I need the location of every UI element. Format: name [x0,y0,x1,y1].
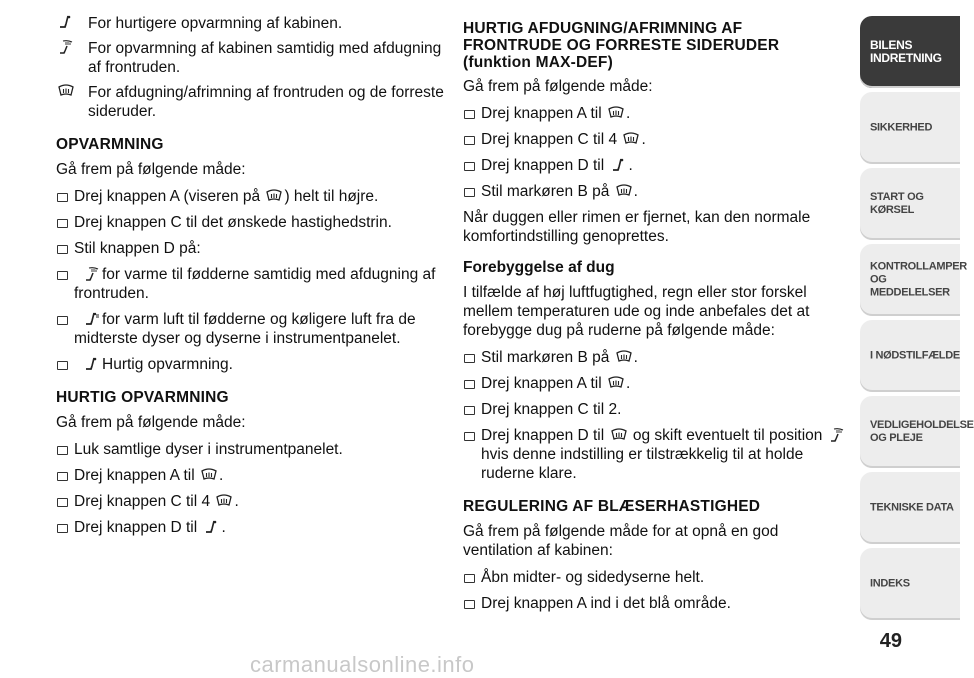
recirculation-icon [616,184,632,198]
recirculation-icon [616,350,632,364]
feet-defrost-icon [84,267,100,281]
list-item [463,374,848,393]
heading-line: FRONTRUDE OG FORRESTE SIDERUDER [463,37,780,54]
page-number: 49 [879,630,902,652]
list-item-text: Drej knappen A til [74,467,195,484]
tab-label-line: INDEKS [870,577,910,590]
section-heading-blaeser: REGULERING AF BLÆSERHASTIGHED [463,498,761,515]
list-item-text: Drej knappen A til [481,105,602,122]
list-item [56,355,446,374]
list-item-text: ) helt til højre. [284,188,379,205]
feet-vent-icon [84,312,100,326]
list-item-text: . [218,467,224,484]
tab-label-line: OG PLEJE [870,432,923,444]
section-intro: Gå frem på følgende måde: [56,161,246,178]
list-item-text: Stil markøren B på [481,183,610,200]
windscreen-defrost-icon [266,189,282,203]
list-item-text: for varm luft til fødderne og køligere luft fra de midterste dyser og dyserne i instrumentpanelet. [74,311,416,347]
intro-text: For afdugning/afrimning af frontruden og de forreste sideruder. [88,84,444,120]
tab-label [870,122,932,135]
list-item-text: . [221,519,226,536]
list-item [56,265,446,303]
list-item-text: Drej knappen D til [481,157,605,174]
feet-heat-icon [204,520,220,534]
section-intro: Gå frem på følgende måde: [463,78,653,95]
tab-label [870,578,910,591]
tab-tekniske-data[interactable] [860,472,960,544]
intro-text: For opvarmning af kabinen samtidig med afdugning af frontruden. [88,40,442,76]
section-heading-max-def [463,20,848,71]
list-item-text: . [625,375,631,392]
tab-kontrollamper[interactable] [860,244,967,316]
tab-label-line: SIKKERHED [870,121,933,134]
tab-label [870,419,974,445]
intro-text: For hurtigere opvarmning af kabinen. [88,15,343,32]
left-column [56,14,446,544]
list-item-text: Stil markøren B på [481,349,610,366]
feet-defrost-icon [829,428,845,442]
intro-item-defrost [56,83,446,121]
list-item-text: . [641,131,646,148]
list-item [56,310,446,348]
tab-indeks[interactable] [860,548,960,620]
list-item-text: for varme til fødderne samtidig med afdugning af frontruden. [74,266,436,302]
windscreen-defrost-icon [608,106,624,120]
tab-label-line: BILENS [870,38,913,52]
list-item [463,348,848,367]
list-item-text: . [628,157,633,174]
tab-label-line: VEDLIGEHOLDELSE [870,419,974,431]
list-item-text: . [633,183,638,200]
tab-i-nodstilfaelde[interactable] [860,320,960,392]
list-item-text: Drej knappen D til [74,519,198,536]
list-item-text: Drej knappen C til 4 [74,493,211,510]
intro-item-fast-heating [56,14,446,33]
tab-label [870,350,960,363]
tab-label [870,39,942,65]
list-item-text: Drej knappen A (viseren på [74,188,261,205]
windscreen-defrost-icon [611,428,627,442]
list-item: Drej knappen C til 2. [463,400,848,419]
tab-bilens-indretning[interactable] [860,16,960,88]
feet-heat-icon [58,15,74,29]
list-item [56,518,446,537]
tab-start-og-korsel[interactable] [860,168,960,240]
tab-label-line: I NØDSTILFÆLDE [870,349,960,362]
watermark: carmanualsonline.info [250,652,475,677]
feet-heat-icon [611,158,627,172]
section-heading-forebyggelse: Forebyggelse af dug [463,259,615,276]
tab-label-line: OG MEDDELELSER [870,273,950,299]
list-item [463,426,848,483]
list-item: Stil knappen D på: [56,239,446,258]
list-item-text: og skift eventuelt til position [632,427,823,444]
list-item-text: Hurtig opvarmning. [102,356,233,373]
heading-line: (funktion MAX-DEF) [463,54,613,71]
feet-heat-icon [84,357,100,371]
list-item-text: Drej knappen A til [481,375,602,392]
list-item: Luk samtlige dyser i instrumentpanelet. [56,440,446,459]
list-item [463,156,848,175]
list-item [56,466,446,485]
paragraph: I tilfælde af høj luftfugtighed, regn eller stor forskel mellem temperaturen ude og inde anbefales det at forebygge dug på ruderne på følgende måde: [463,284,810,339]
right-column [463,14,848,620]
tab-label [870,261,967,300]
tab-label-line: START OG KØRSEL [870,191,924,216]
windscreen-defrost-icon [623,132,639,146]
list-item [463,182,848,201]
list-item: Drej knappen C til det ønskede hastighedstrin. [56,213,446,232]
list-item-text: . [633,349,638,366]
list-item [463,130,848,149]
windscreen-defrost-icon [216,494,232,508]
list-item-text: . [234,493,239,510]
list-item-text: hvis denne indstilling er tilstrækkelig til at holde ruderne klare. [481,446,804,482]
list-item [56,187,446,206]
tab-label [870,191,960,217]
list-item-text: Drej knappen D til [481,427,605,444]
tab-label-line: TEKNISKE DATA [870,501,954,514]
windscreen-defrost-icon [608,376,624,390]
intro-item-heating-defrost [56,39,446,77]
list-item [56,492,446,511]
tab-sikkerhed[interactable] [860,92,960,164]
tab-label-line: KONTROLLAMPER [870,260,967,273]
windscreen-defrost-icon [58,84,74,98]
list-item [463,104,848,123]
paragraph: Gå frem på følgende måde for at opnå en god ventilation af kabinen: [463,523,779,559]
paragraph: Når duggen eller rimen er fjernet, kan den normale komfortindstilling genoprettes. [463,209,811,245]
list-item-text: . [625,105,631,122]
tab-label-line: INDRETNING [870,51,942,65]
tab-vedligeholdelse[interactable] [860,396,974,468]
list-item: Åbn midter- og sidedyserne helt. [463,568,848,587]
feet-defrost-icon [58,40,74,54]
chapter-tabs [860,16,974,624]
windscreen-defrost-icon [201,468,217,482]
section-intro: Gå frem på følgende måde: [56,414,246,431]
heading-line: HURTIG AFDUGNING/AFRIMNING AF [463,20,743,37]
section-heading-opvarmning: OPVARMNING [56,136,164,153]
section-heading-hurtig-opvarmning: HURTIG OPVARMNING [56,389,229,406]
tab-label [870,502,954,515]
list-item-text: Drej knappen C til 4 [481,131,618,148]
list-item: Drej knappen A ind i det blå område. [463,594,848,613]
